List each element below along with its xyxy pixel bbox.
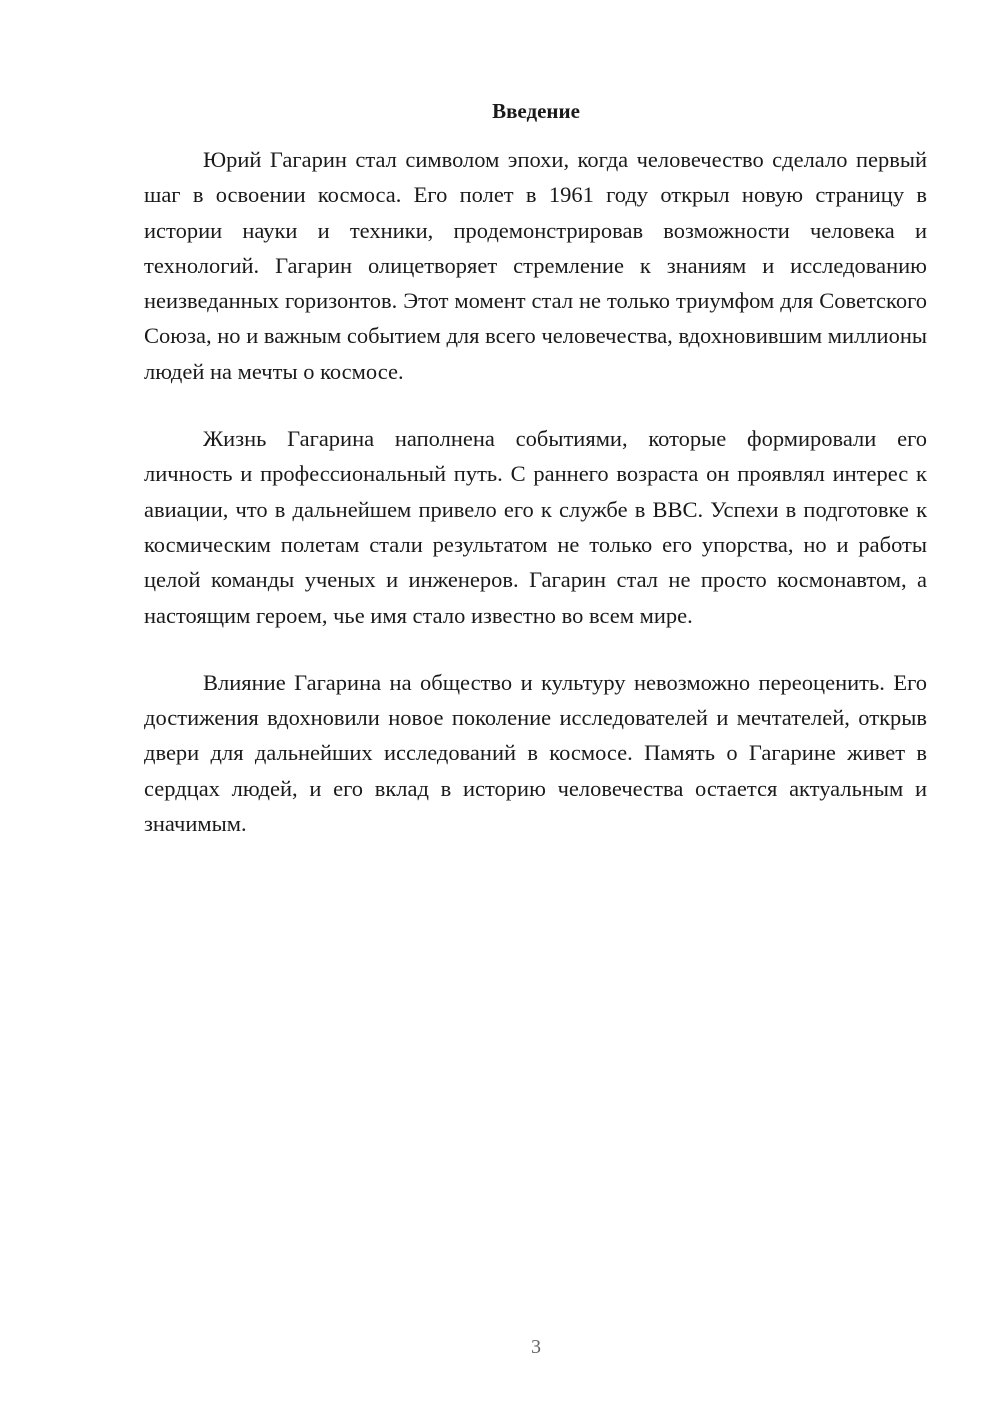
body-text [144, 142, 927, 873]
paragraph-1: Юрий Гагарин стал символом эпохи, когда человечество сделало первый шаг в освоении космоса. Его полет в 1961 году открыл новую страницу в истории науки и техники, продемонстрировав возможности человека и технологий. Гагарин олицетворяет стремление к знаниям и исследованию неизведанных горизонтов. Этот момент стал не только триумфом для Советского Союза, но и важным событием для всего человечества, вдохновившим миллионы людей на мечты о космосе. [144, 147, 927, 384]
section-heading: Введение [492, 99, 580, 123]
paragraph-3: Влияние Гагарина на общество и культуру невозможно переоценить. Его достижения вдохновили новое поколение исследователей и мечтателей, открыв двери для дальнейших исследований в космосе. Память о Гагарине живет в сердцах людей, и его вклад в историю человечества остается актуальным и значимым. [144, 669, 927, 837]
paragraph-2: Жизнь Гагарина наполнена событиями, которые формировали его личность и профессиональный путь. С раннего возраста он проявлял интерес к авиации, что в дальнейшем привело его к службе в ВВС. Успехи в подготовке к космическим полетам стали результатом не только его упорства, но и работы целой команды ученых и инженеров. Гагарин стал не просто космонавтом, а настоящим героем, чье имя стало известно во всем мире. [144, 426, 927, 628]
page-number: 3 [531, 1336, 541, 1358]
